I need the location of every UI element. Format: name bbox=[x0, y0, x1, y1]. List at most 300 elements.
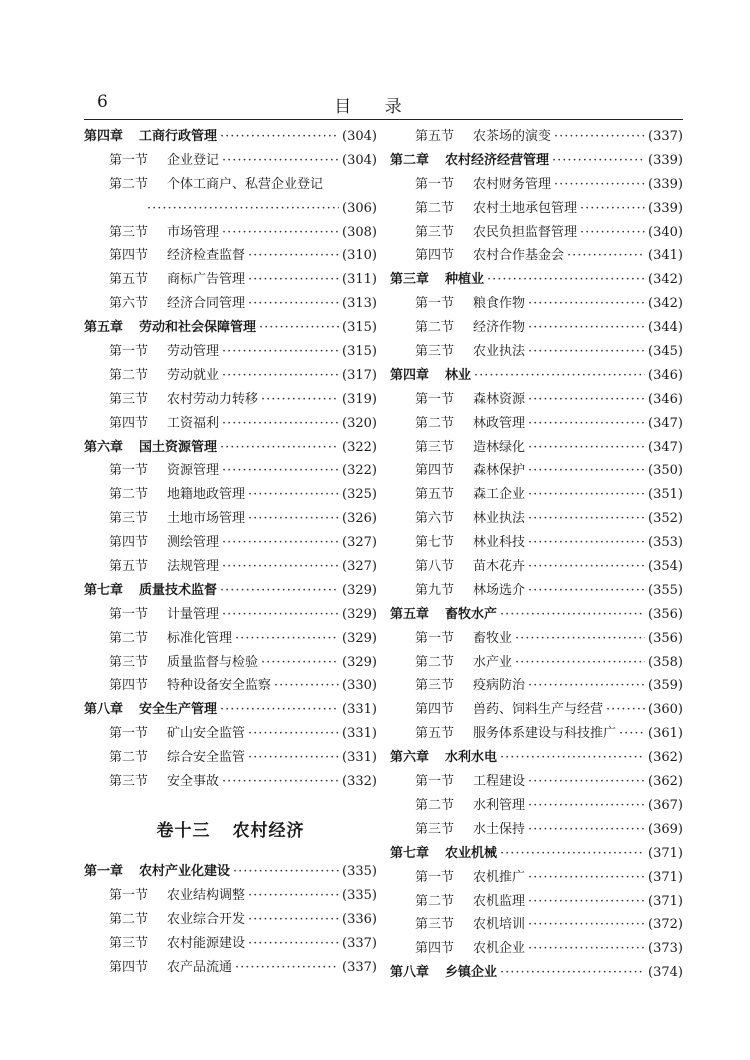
toc-section-entry bbox=[84, 244, 377, 268]
toc-chapter-entry bbox=[390, 268, 683, 292]
dot-leader bbox=[222, 221, 339, 245]
dot-leader bbox=[619, 722, 645, 746]
entry-title: 农村劳动力转移 bbox=[167, 391, 259, 407]
entry-page-number: (320) bbox=[342, 415, 377, 431]
entry-page-number: (317) bbox=[342, 367, 377, 383]
dot-leader bbox=[248, 908, 339, 932]
entry-page-number: (308) bbox=[342, 224, 377, 240]
entry-label: 第三节 bbox=[109, 511, 149, 527]
toc-section-entry bbox=[84, 884, 377, 908]
entry-title: 安全事故 bbox=[167, 774, 220, 790]
volume-number: 卷十三 bbox=[156, 820, 211, 841]
dot-leader bbox=[261, 388, 339, 412]
dot-leader bbox=[248, 292, 339, 316]
toc-section-entry bbox=[390, 125, 683, 149]
entry-title: 工程建设 bbox=[473, 774, 526, 790]
dot-leader bbox=[528, 674, 645, 698]
entry-title: 农村土地承包管理 bbox=[473, 200, 578, 216]
toc-section-entry bbox=[390, 412, 683, 436]
entry-title: 企业登记 bbox=[167, 152, 220, 168]
toc-section-entry bbox=[390, 818, 683, 842]
entry-title: 苗木花卉 bbox=[473, 559, 526, 575]
toc-section-entry bbox=[390, 483, 683, 507]
entry-label: 第六节 bbox=[415, 511, 455, 527]
entry-page-number: (315) bbox=[342, 344, 377, 360]
entry-label: 第二节 bbox=[415, 415, 455, 431]
toc-section-entry bbox=[390, 722, 683, 746]
entry-title: 质量技术监督 bbox=[139, 582, 218, 598]
toc-section-entry bbox=[84, 292, 377, 316]
toc-entries-left-lower bbox=[84, 860, 377, 979]
dot-leader bbox=[220, 436, 339, 460]
toc-chapter-entry bbox=[390, 149, 683, 173]
toc-section-entry bbox=[84, 627, 377, 651]
dot-leader bbox=[515, 651, 645, 675]
entry-page-number: (347) bbox=[648, 439, 683, 455]
entry-page-number: (329) bbox=[342, 630, 377, 646]
entry-page-number: (339) bbox=[648, 176, 683, 192]
dot-leader bbox=[487, 268, 645, 292]
entry-page-number: (361) bbox=[648, 726, 683, 742]
entry-title: 疫病防治 bbox=[473, 678, 526, 694]
dot-leader bbox=[580, 221, 645, 245]
toc-section-entry bbox=[84, 674, 377, 698]
entry-label: 第一节 bbox=[109, 463, 149, 479]
entry-title: 畜牧业 bbox=[473, 630, 513, 646]
entry-label: 第四章 bbox=[390, 367, 430, 383]
entry-label: 第四节 bbox=[109, 678, 149, 694]
toc-section-entry bbox=[390, 555, 683, 579]
toc-right-column bbox=[390, 125, 683, 985]
entry-title: 综合安全监管 bbox=[167, 750, 246, 766]
entry-label: 第五节 bbox=[109, 272, 149, 288]
toc-section-entry bbox=[390, 244, 683, 268]
page-number: 6 bbox=[97, 92, 108, 112]
toc-chapter-entry bbox=[390, 364, 683, 388]
entry-page-number: (351) bbox=[648, 487, 683, 503]
entry-label: 第六节 bbox=[109, 296, 149, 312]
entry-page-number: (371) bbox=[648, 845, 683, 861]
toc-section-entry bbox=[390, 913, 683, 937]
toc-section-entry bbox=[390, 316, 683, 340]
entry-title: 乡镇企业 bbox=[445, 965, 498, 981]
entry-title: 劳动管理 bbox=[167, 344, 220, 360]
entry-title: 经济合同管理 bbox=[167, 296, 246, 312]
entry-label: 第二节 bbox=[109, 367, 149, 383]
dot-leader bbox=[528, 316, 645, 340]
dot-leader bbox=[248, 507, 339, 531]
toc-chapter-entry bbox=[84, 698, 377, 722]
dot-leader bbox=[528, 436, 645, 460]
entry-label: 第四节 bbox=[109, 535, 149, 551]
entry-label: 第五章 bbox=[84, 320, 124, 336]
entry-title: 森林保护 bbox=[473, 463, 526, 479]
entry-page-number: (331) bbox=[342, 750, 377, 766]
entry-label: 第七节 bbox=[415, 535, 455, 551]
dot-leader bbox=[528, 937, 645, 961]
entry-title: 林业科技 bbox=[473, 535, 526, 551]
dot-leader bbox=[222, 364, 339, 388]
entry-title: 林场选介 bbox=[473, 582, 526, 598]
toc-section-entry bbox=[84, 507, 377, 531]
toc-section-entry bbox=[390, 531, 683, 555]
entry-page-number: (342) bbox=[648, 296, 683, 312]
entry-label: 第三节 bbox=[415, 678, 455, 694]
toc-section-entry bbox=[84, 908, 377, 932]
toc-chapter-entry bbox=[84, 436, 377, 460]
entry-page-number: (311) bbox=[342, 272, 377, 288]
toc-chapter-entry bbox=[84, 316, 377, 340]
entry-page-number: (332) bbox=[342, 774, 377, 790]
toc-section-entry bbox=[390, 770, 683, 794]
entry-page-number: (346) bbox=[648, 367, 683, 383]
entry-page-number: (330) bbox=[342, 678, 377, 694]
toc-left-column bbox=[84, 125, 377, 979]
toc-section-entry bbox=[390, 221, 683, 245]
dot-leader bbox=[554, 125, 645, 149]
entry-title: 农村产业化建设 bbox=[139, 863, 231, 879]
entry-label: 第三章 bbox=[390, 272, 430, 288]
entry-page-number: (359) bbox=[648, 678, 683, 694]
entry-page-number: (304) bbox=[342, 129, 377, 144]
dot-leader bbox=[222, 340, 339, 364]
volume-heading bbox=[84, 794, 377, 860]
entry-title: 粮食作物 bbox=[473, 296, 526, 312]
entry-title: 劳动就业 bbox=[167, 367, 220, 383]
entry-label: 第二节 bbox=[415, 654, 455, 670]
entry-label: 第五节 bbox=[415, 726, 455, 742]
toc-entries-left-upper bbox=[84, 125, 377, 794]
entry-title: 水利水电 bbox=[445, 750, 498, 766]
toc-section-entry bbox=[390, 627, 683, 651]
entry-label: 第五节 bbox=[109, 559, 149, 575]
entry-title: 农产品流通 bbox=[167, 959, 233, 975]
entry-label: 第四节 bbox=[415, 463, 455, 479]
entry-title: 安全生产管理 bbox=[139, 702, 218, 718]
toc-section-entry bbox=[84, 221, 377, 245]
entry-title: 农机推广 bbox=[473, 869, 526, 885]
entry-page-number: (354) bbox=[648, 559, 683, 575]
entry-title: 工商行政管理 bbox=[139, 129, 218, 144]
entry-title: 测绘管理 bbox=[167, 535, 220, 551]
dot-leader bbox=[248, 483, 339, 507]
toc-section-entry bbox=[390, 436, 683, 460]
entry-title: 个体工商户、私营企业登记 bbox=[167, 176, 324, 192]
dot-leader bbox=[528, 890, 645, 914]
entry-title: 林业 bbox=[445, 367, 472, 383]
header-rule bbox=[84, 119, 683, 120]
entry-label: 第八章 bbox=[84, 702, 124, 718]
entry-label: 第五节 bbox=[415, 487, 455, 503]
dot-leader bbox=[528, 913, 645, 937]
entry-title: 林政管理 bbox=[473, 415, 526, 431]
entry-title: 农机培训 bbox=[473, 917, 526, 933]
entry-page-number: (356) bbox=[648, 606, 683, 622]
entry-label: 第一节 bbox=[109, 726, 149, 742]
dot-leader bbox=[554, 173, 645, 197]
entry-title: 农业执法 bbox=[473, 344, 526, 360]
toc-section-entry bbox=[390, 173, 683, 197]
entry-page-number: (337) bbox=[648, 129, 683, 144]
dot-leader bbox=[528, 292, 645, 316]
dot-leader bbox=[259, 316, 339, 340]
entry-label: 第三节 bbox=[415, 439, 455, 455]
toc-section-entry bbox=[390, 579, 683, 603]
entry-title: 经济检查监督 bbox=[167, 248, 246, 264]
toc-section-entry bbox=[84, 149, 377, 173]
entry-label: 第一节 bbox=[415, 391, 455, 407]
entry-label: 第六章 bbox=[390, 750, 430, 766]
dot-leader bbox=[528, 555, 645, 579]
entry-title: 经济作物 bbox=[473, 320, 526, 336]
dot-leader bbox=[580, 197, 645, 221]
entry-page-number: (325) bbox=[342, 487, 377, 503]
entry-page-number: (326) bbox=[342, 511, 377, 527]
entry-label: 第二节 bbox=[109, 911, 149, 927]
toc-section-entry bbox=[84, 932, 377, 956]
entry-label: 第三节 bbox=[415, 224, 455, 240]
entry-title: 森林资源 bbox=[473, 391, 526, 407]
toc-section-entry bbox=[390, 674, 683, 698]
entry-title: 标准化管理 bbox=[167, 630, 233, 646]
toc-section-entry bbox=[390, 340, 683, 364]
toc-section-entry bbox=[84, 268, 377, 292]
dot-leader bbox=[500, 961, 645, 985]
dot-leader bbox=[235, 627, 339, 651]
dot-leader bbox=[222, 459, 339, 483]
dot-leader bbox=[222, 603, 339, 627]
entry-title: 国土资源管理 bbox=[139, 439, 218, 455]
toc-section-entry bbox=[84, 364, 377, 388]
dot-leader bbox=[528, 770, 645, 794]
entry-page-number: (369) bbox=[648, 821, 683, 837]
dot-leader bbox=[222, 770, 339, 794]
entry-title: 农村能源建设 bbox=[167, 935, 246, 951]
dot-leader bbox=[528, 579, 645, 603]
toc-section-entry bbox=[390, 890, 683, 914]
entry-page-number: (322) bbox=[342, 439, 377, 455]
entry-label: 第八节 bbox=[415, 559, 455, 575]
entry-label: 第二节 bbox=[415, 797, 455, 813]
dot-leader bbox=[248, 932, 339, 956]
dot-leader bbox=[500, 603, 645, 627]
entry-page-number: (337) bbox=[342, 959, 377, 975]
entry-title: 林业执法 bbox=[473, 511, 526, 527]
entry-title: 水土保持 bbox=[473, 821, 526, 837]
dot-leader bbox=[222, 149, 339, 173]
entry-title: 地籍地政管理 bbox=[167, 487, 246, 503]
toc-section-entry bbox=[84, 746, 377, 770]
entry-title: 劳动和社会保障管理 bbox=[139, 320, 257, 336]
dot-leader bbox=[220, 579, 339, 603]
entry-page-number: (347) bbox=[648, 415, 683, 431]
entry-page-number: (358) bbox=[648, 654, 683, 670]
entry-label: 第一节 bbox=[415, 630, 455, 646]
dot-leader bbox=[528, 794, 645, 818]
volume-name: 农村经济 bbox=[232, 820, 305, 841]
entry-page-number: (337) bbox=[342, 935, 377, 951]
entry-title: 农机监理 bbox=[473, 893, 526, 909]
entry-title: 水利管理 bbox=[473, 797, 526, 813]
entry-label: 第五节 bbox=[415, 129, 455, 144]
entry-page-number: (372) bbox=[648, 917, 683, 933]
toc-section-entry bbox=[84, 770, 377, 794]
dot-leader bbox=[500, 842, 645, 866]
toc-section-entry bbox=[390, 459, 683, 483]
dot-leader bbox=[261, 651, 339, 675]
toc-section-entry bbox=[390, 388, 683, 412]
entry-page-number: (306) bbox=[342, 200, 377, 216]
entry-page-number: (345) bbox=[648, 344, 683, 360]
dot-leader bbox=[274, 674, 339, 698]
entry-page-number: (373) bbox=[648, 941, 683, 957]
dot-leader bbox=[248, 244, 339, 268]
entry-label: 第三节 bbox=[109, 391, 149, 407]
dot-leader bbox=[500, 746, 645, 770]
entry-label: 第三节 bbox=[109, 935, 149, 951]
entry-label: 第四节 bbox=[415, 248, 455, 264]
toc-chapter-entry bbox=[84, 860, 377, 884]
entry-page-number: (346) bbox=[648, 391, 683, 407]
dot-leader bbox=[528, 340, 645, 364]
entry-page-number: (313) bbox=[342, 296, 377, 312]
entry-label: 第五章 bbox=[390, 606, 430, 622]
entry-page-number: (304) bbox=[342, 152, 377, 168]
dot-leader bbox=[474, 364, 645, 388]
entry-title: 质量监督与检验 bbox=[167, 654, 259, 670]
toc-section-entry bbox=[390, 937, 683, 961]
dot-leader bbox=[606, 698, 645, 722]
toc-section-entry bbox=[390, 794, 683, 818]
entry-page-number: (331) bbox=[342, 702, 377, 718]
entry-label: 第二节 bbox=[415, 200, 455, 216]
entry-label: 第三节 bbox=[109, 774, 149, 790]
toc-section-entry bbox=[390, 651, 683, 675]
entry-label: 第一节 bbox=[415, 774, 455, 790]
entry-label: 第一节 bbox=[415, 869, 455, 885]
entry-title: 农机企业 bbox=[473, 941, 526, 957]
entry-label: 第八章 bbox=[390, 965, 430, 981]
entry-label: 第九节 bbox=[415, 582, 455, 598]
entry-label: 第二节 bbox=[109, 750, 149, 766]
dot-leader bbox=[567, 244, 645, 268]
entry-label: 第三节 bbox=[415, 344, 455, 360]
dot-leader bbox=[220, 125, 339, 149]
entry-page-number: (356) bbox=[648, 630, 683, 646]
entry-title: 兽药、饲料生产与经营 bbox=[473, 702, 604, 718]
entry-page-number: (319) bbox=[342, 391, 377, 407]
toc-chapter-entry bbox=[390, 842, 683, 866]
entry-title: 农民负担监督管理 bbox=[473, 224, 578, 240]
toc-section-entry bbox=[390, 698, 683, 722]
toc-section-entry bbox=[84, 603, 377, 627]
entry-page-number: (360) bbox=[648, 702, 683, 718]
toc-section-entry bbox=[84, 956, 377, 980]
entry-title: 农茶场的演变 bbox=[473, 129, 552, 144]
entry-label: 第六章 bbox=[84, 439, 124, 455]
dot-leader bbox=[248, 884, 339, 908]
entry-label: 第一节 bbox=[415, 176, 455, 192]
dot-leader bbox=[248, 722, 339, 746]
entry-page-number: (353) bbox=[648, 535, 683, 551]
entry-page-number: (367) bbox=[648, 797, 683, 813]
dot-leader bbox=[528, 507, 645, 531]
entry-title: 市场管理 bbox=[167, 224, 220, 240]
toc-section-entry bbox=[84, 459, 377, 483]
toc-section-entry bbox=[84, 555, 377, 579]
entry-label: 第四节 bbox=[415, 941, 455, 957]
toc-chapter-entry bbox=[390, 746, 683, 770]
dot-leader bbox=[515, 627, 645, 651]
entry-page-number: (315) bbox=[342, 320, 377, 336]
entry-page-number: (362) bbox=[648, 750, 683, 766]
entry-title: 服务体系建设与科技推广 bbox=[473, 726, 617, 742]
entry-label: 第一节 bbox=[109, 887, 149, 903]
entry-label: 第一节 bbox=[415, 296, 455, 312]
toc-section-entry bbox=[84, 388, 377, 412]
entry-title: 森工企业 bbox=[473, 487, 526, 503]
toc-section-entry bbox=[84, 173, 377, 197]
toc-section-entry bbox=[84, 722, 377, 746]
entry-page-number: (374) bbox=[648, 965, 683, 981]
entry-label: 第一节 bbox=[109, 344, 149, 360]
entry-page-number: (335) bbox=[342, 863, 377, 879]
toc-section-entry bbox=[84, 531, 377, 555]
entry-page-number: (341) bbox=[648, 248, 683, 264]
entry-label: 第七章 bbox=[390, 845, 430, 861]
dot-leader bbox=[147, 197, 339, 221]
entry-title: 种植业 bbox=[445, 272, 485, 288]
entry-label: 第七章 bbox=[84, 582, 124, 598]
dot-leader bbox=[528, 459, 645, 483]
entry-title: 农村合作基金会 bbox=[473, 248, 565, 264]
dot-leader bbox=[233, 860, 339, 884]
dot-leader bbox=[222, 412, 339, 436]
dot-leader bbox=[528, 818, 645, 842]
entry-label: 第四节 bbox=[109, 959, 149, 975]
entry-page-number: (362) bbox=[648, 774, 683, 790]
entry-label: 第二节 bbox=[415, 320, 455, 336]
toc-chapter-entry bbox=[84, 125, 377, 149]
toc-chapter-entry bbox=[84, 579, 377, 603]
toc-section-entry bbox=[84, 483, 377, 507]
toc-chapter-entry bbox=[390, 961, 683, 985]
entry-label: 第四节 bbox=[109, 248, 149, 264]
toc-section-entry bbox=[390, 292, 683, 316]
entry-page-number: (327) bbox=[342, 535, 377, 551]
entry-title: 农村经济经营管理 bbox=[445, 152, 550, 168]
entry-page-number: (339) bbox=[648, 152, 683, 168]
entry-page-number: (329) bbox=[342, 654, 377, 670]
entry-label: 第三节 bbox=[415, 917, 455, 933]
entry-title: 资源管理 bbox=[167, 463, 220, 479]
dot-leader bbox=[528, 531, 645, 555]
entry-title: 水产业 bbox=[473, 654, 513, 670]
entry-title: 法规管理 bbox=[167, 559, 220, 575]
dot-leader bbox=[222, 555, 339, 579]
dot-leader bbox=[248, 268, 339, 292]
dot-leader bbox=[552, 149, 645, 173]
entry-label: 第二节 bbox=[415, 893, 455, 909]
entry-page-number: (342) bbox=[648, 272, 683, 288]
entry-title: 矿山安全监管 bbox=[167, 726, 246, 742]
toc-section-entry bbox=[390, 507, 683, 531]
entry-label: 第二章 bbox=[390, 152, 430, 168]
toc-section-entry bbox=[84, 340, 377, 364]
entry-title: 土地市场管理 bbox=[167, 511, 246, 527]
entry-page-number: (350) bbox=[648, 463, 683, 479]
entry-label: 第三节 bbox=[109, 654, 149, 670]
